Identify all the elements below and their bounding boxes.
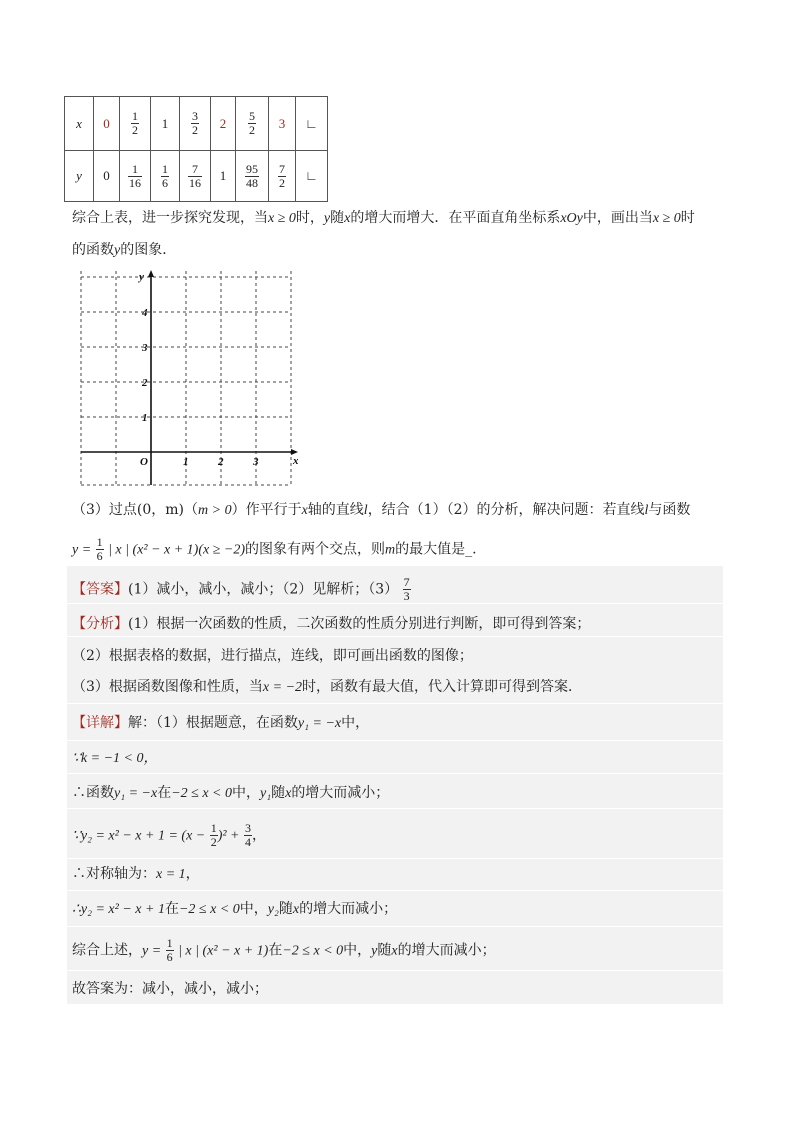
text: 时， bbox=[295, 210, 324, 226]
math: x = 1 bbox=[156, 867, 186, 882]
cell-text: 2 bbox=[219, 115, 227, 131]
fraction-half bbox=[210, 822, 218, 849]
math: x ≥ 0 bbox=[268, 211, 296, 226]
fraction-three-quarters bbox=[244, 822, 252, 849]
numerator: 1 bbox=[132, 161, 138, 176]
denominator: 2 bbox=[210, 835, 217, 849]
detail-line-7 bbox=[72, 937, 496, 964]
table-header-cell bbox=[65, 97, 94, 151]
text: 随 bbox=[271, 785, 286, 801]
paragraph-observation bbox=[72, 208, 695, 229]
math: l bbox=[644, 503, 649, 518]
divider bbox=[67, 740, 723, 741]
text: ）作平行于 bbox=[231, 502, 302, 518]
detail-line-8 bbox=[72, 979, 268, 999]
text: 的增大而减小； bbox=[299, 901, 398, 917]
numerator: 1 bbox=[210, 821, 217, 835]
numerator: 3 bbox=[244, 821, 251, 835]
text: ∴函数 bbox=[72, 785, 114, 801]
table-cell bbox=[296, 151, 328, 202]
analysis-tag: 【分析】 bbox=[72, 616, 128, 632]
math: x ≥ 0 bbox=[652, 211, 681, 226]
text: 随 bbox=[377, 942, 392, 959]
text: 解：（1）根据题意，在函数 bbox=[128, 715, 298, 731]
numerator: 5 bbox=[249, 109, 255, 123]
table-cell bbox=[94, 97, 120, 151]
numerator: 95 bbox=[246, 161, 258, 176]
analysis-line-3 bbox=[72, 677, 582, 698]
cell-text: 0 bbox=[103, 168, 110, 183]
analysis-line-1 bbox=[72, 614, 590, 634]
table-cell bbox=[151, 97, 180, 151]
fraction bbox=[278, 163, 286, 190]
table-row-y bbox=[65, 151, 328, 202]
numerator: 7 bbox=[192, 161, 198, 176]
text: 在 bbox=[164, 901, 179, 917]
text: 的增大而增大．在平面直角坐标系 bbox=[350, 210, 561, 226]
header-text: y bbox=[76, 168, 82, 183]
math: x = −2 bbox=[262, 680, 303, 695]
x-tick-label: 3 bbox=[253, 456, 259, 468]
question-3 bbox=[72, 500, 690, 521]
text: ， bbox=[185, 866, 200, 882]
text: 时，函数有最大值，代入计算即可得到答案． bbox=[302, 679, 583, 695]
table-cell bbox=[296, 97, 328, 151]
numerator: 7 bbox=[403, 575, 410, 589]
text: 的图象有两个交点，则 bbox=[245, 541, 386, 558]
detail-line-4 bbox=[72, 822, 266, 849]
table-cell bbox=[94, 151, 120, 202]
math: ∴y₂ = x² − x + 1 bbox=[72, 902, 165, 917]
cell-text: 1 bbox=[161, 115, 169, 131]
text: 随 bbox=[330, 210, 345, 226]
answer-line bbox=[72, 576, 411, 603]
denominator: 2 bbox=[279, 175, 285, 190]
y-tick-label: 4 bbox=[142, 307, 148, 319]
math: | x | (x² − x + 1) bbox=[178, 943, 269, 959]
math: y₂ bbox=[267, 902, 279, 917]
text: 的增大而减小； bbox=[397, 942, 496, 959]
table-cell bbox=[236, 97, 269, 151]
numerator: 3 bbox=[192, 109, 198, 123]
denominator: 16 bbox=[189, 175, 201, 190]
math: x bbox=[344, 211, 351, 226]
math: l bbox=[363, 503, 368, 518]
text: 与函数 bbox=[648, 502, 691, 518]
math: | x | (x² − x + 1)(x ≥ −2) bbox=[108, 542, 246, 558]
value-table bbox=[64, 96, 328, 202]
math: y bbox=[114, 243, 121, 258]
math: −2 ≤ x < 0 bbox=[171, 786, 232, 801]
text: 在 bbox=[157, 785, 172, 801]
math: xOy bbox=[560, 211, 583, 226]
text: （3）过点(0，m)（ bbox=[72, 502, 199, 518]
table-cell bbox=[120, 151, 151, 202]
text: 的最大值是_. bbox=[395, 541, 477, 558]
table-cell bbox=[180, 151, 211, 202]
cell-text: 0 bbox=[103, 115, 110, 131]
numerator: 1 bbox=[162, 161, 168, 176]
denominator: 3 bbox=[403, 589, 410, 603]
divider bbox=[67, 636, 723, 637]
detail-line-1 bbox=[72, 713, 369, 734]
y-tick-label: 3 bbox=[142, 342, 148, 354]
math: m > 0 bbox=[198, 503, 232, 518]
table-cell bbox=[211, 97, 236, 151]
text: 综合上述， bbox=[72, 942, 142, 959]
numerator: 1 bbox=[96, 535, 103, 549]
question-3-function bbox=[72, 536, 477, 563]
analysis-line-2 bbox=[72, 646, 473, 666]
cell-text: 1 bbox=[219, 168, 227, 183]
divider bbox=[67, 703, 723, 704]
table-cell bbox=[236, 151, 269, 202]
numerator: 7 bbox=[279, 161, 285, 176]
text: 中， bbox=[343, 942, 372, 959]
math: −2 ≤ x < 0 bbox=[282, 943, 344, 959]
y-tick-label: 1 bbox=[142, 412, 148, 424]
math: y₁ = −x bbox=[114, 786, 158, 801]
numerator: 1 bbox=[166, 936, 173, 950]
fraction bbox=[161, 163, 169, 190]
text: ∴对称轴为： bbox=[72, 866, 156, 882]
fraction-one-sixth bbox=[96, 536, 104, 563]
paragraph-observation-2 bbox=[72, 240, 176, 261]
divider bbox=[67, 773, 723, 774]
text: ，结合（1）（2）的分析，解决问题：若直线 bbox=[367, 502, 645, 518]
divider bbox=[67, 890, 723, 891]
divider bbox=[67, 970, 723, 971]
text: (1）减小，减小，减小；（2）见解析；（3） bbox=[128, 581, 399, 598]
math: x bbox=[285, 786, 292, 801]
math: y bbox=[371, 943, 378, 959]
x-tick-label: 2 bbox=[218, 456, 224, 468]
table-cell bbox=[269, 151, 296, 202]
denominator: 6 bbox=[166, 950, 173, 964]
math: y bbox=[323, 211, 331, 226]
math: y = bbox=[142, 943, 162, 959]
text: 中， bbox=[341, 715, 370, 731]
denominator: 6 bbox=[96, 549, 103, 563]
table-cell bbox=[269, 97, 296, 151]
table-row-x bbox=[65, 97, 328, 151]
denominator: 2 bbox=[192, 123, 198, 137]
detail-tag: 【详解】 bbox=[72, 715, 128, 731]
text: 综合上表，进一步探究发现，当 bbox=[72, 210, 268, 226]
table-cell bbox=[151, 151, 180, 202]
y-axis-arrow bbox=[148, 270, 154, 277]
fraction bbox=[188, 163, 202, 190]
denominator: 48 bbox=[246, 175, 258, 190]
math: m bbox=[385, 542, 396, 558]
divider bbox=[67, 808, 723, 809]
text: 的图象． bbox=[120, 242, 177, 258]
text: 在 bbox=[268, 942, 283, 959]
text: 故答案为：减小，减小，减小； bbox=[72, 981, 268, 997]
table-cell bbox=[211, 151, 236, 202]
denominator: 6 bbox=[162, 175, 168, 190]
header-text: x bbox=[76, 115, 82, 131]
origin-label: O bbox=[140, 456, 148, 468]
detail-line-6 bbox=[72, 899, 397, 920]
cell-text: ∟ bbox=[305, 115, 318, 131]
math: y = bbox=[72, 542, 92, 558]
table-header-cell bbox=[65, 151, 94, 202]
y-tick-label: 2 bbox=[142, 377, 148, 389]
math: ∵y₂ = x² − x + 1 = (x − bbox=[72, 828, 206, 844]
text: 随 bbox=[278, 901, 293, 917]
answer-tag: 【答案】 bbox=[72, 581, 128, 598]
coordinate-grid bbox=[78, 268, 298, 490]
math: x bbox=[292, 902, 300, 917]
text: （3）根据函数图像和性质，当 bbox=[72, 679, 263, 695]
text: ， bbox=[251, 827, 266, 844]
text: 的增大而减小； bbox=[291, 785, 390, 801]
detail-line-2 bbox=[72, 748, 157, 769]
fraction bbox=[128, 163, 142, 190]
fraction bbox=[131, 110, 139, 137]
math: y₁ = −x bbox=[297, 716, 342, 731]
fraction-one-sixth bbox=[166, 937, 174, 964]
math: x bbox=[301, 503, 308, 518]
fraction-seven-thirds bbox=[403, 576, 411, 603]
denominator: 16 bbox=[129, 175, 141, 190]
math: )² + bbox=[217, 828, 240, 844]
text: 中，画出当 bbox=[582, 210, 653, 226]
detail-line-5 bbox=[72, 864, 200, 885]
math: x bbox=[391, 943, 398, 959]
numerator: 1 bbox=[132, 109, 138, 123]
text: 的函数 bbox=[72, 242, 114, 258]
fraction bbox=[248, 110, 256, 137]
x-axis-label: x bbox=[293, 455, 298, 467]
detail-line-3 bbox=[72, 783, 389, 804]
text: (1）根据一次函数的性质，二次函数的性质分别进行判断，即可得到答案； bbox=[128, 616, 591, 632]
text: （2）根据表格的数据，进行描点，连线，即可画出函数的图像； bbox=[72, 648, 473, 664]
y-axis-label: y bbox=[139, 271, 144, 283]
x-tick-label: 1 bbox=[183, 456, 189, 468]
divider bbox=[67, 926, 723, 927]
denominator: 2 bbox=[132, 123, 138, 137]
text: 时 bbox=[680, 210, 695, 226]
text: 中， bbox=[239, 901, 268, 917]
cell-text: ∟ bbox=[305, 168, 318, 183]
text: 轴的直线 bbox=[307, 502, 364, 518]
denominator: 2 bbox=[249, 123, 255, 137]
math: y₁ bbox=[260, 786, 272, 801]
math: −2 ≤ x < 0 bbox=[178, 902, 240, 917]
text: 中， bbox=[232, 785, 260, 801]
cell-text: 3 bbox=[278, 115, 286, 131]
divider bbox=[67, 603, 723, 604]
fraction bbox=[245, 163, 259, 190]
denominator: 4 bbox=[244, 835, 251, 849]
table-cell bbox=[120, 97, 151, 151]
math: ∵k = −1 < 0， bbox=[72, 751, 158, 766]
table-cell bbox=[180, 97, 211, 151]
fraction bbox=[191, 110, 199, 137]
divider bbox=[67, 858, 723, 859]
